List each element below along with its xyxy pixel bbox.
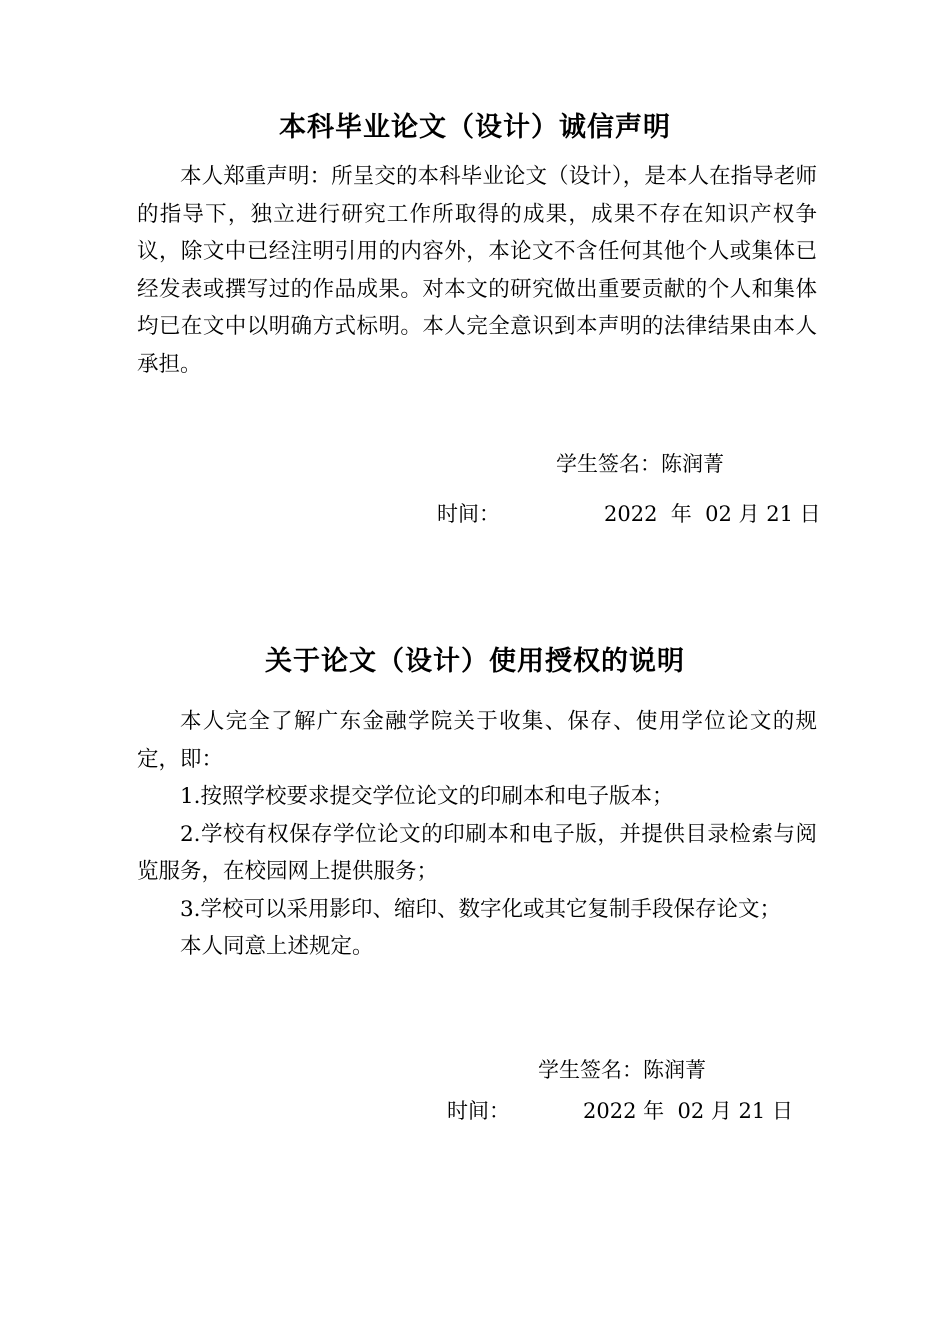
authorization-item-1: 1.按照学校要求提交学位论文的印刷本和电子版本；: [180, 784, 674, 809]
authorization-title: 关于论文（设计）使用授权的说明: [265, 646, 685, 677]
signature-label: 学生签名：: [556, 452, 661, 476]
integrity-title: 本科毕业论文（设计）诚信声明: [279, 112, 671, 143]
authorization-body: [137, 703, 817, 966]
date-label: 时间：: [447, 1099, 510, 1123]
integrity-paragraph: 本人郑重声明：所呈交的本科毕业论文（设计），是本人在指导老师的指导下，独立进行研究工作所取得的成果，成果不存在知识产权争议，除文中已经注明引用的内容外，本论文不含任何其他个人或集体已经发表或撰写过的作品成果。对本文的研究做出重要贡献的个人和集体均已在文中以明确方式标明。本人完全意识到本声明的法律结果由本人承担。: [137, 164, 817, 377]
authorization-signature: [538, 1055, 706, 1085]
authorization-paragraph-intro: 本人完全了解广东金融学院关于收集、保存、使用学位论文的规定，即：: [137, 709, 817, 772]
integrity-date: [437, 499, 821, 529]
signature-name: 陈润菁: [661, 452, 724, 476]
integrity-body: [137, 158, 817, 383]
authorization-consent: 本人同意上述规定。: [180, 934, 374, 959]
authorization-date: [447, 1096, 793, 1126]
date-value: 2022 年 02 月 21 日: [583, 1099, 793, 1123]
date-value: 2022 年 02 月 21 日: [604, 502, 821, 526]
integrity-signature: [556, 449, 724, 479]
authorization-item-3: 3.学校可以采用影印、缩印、数字化或其它复制手段保存论文；: [180, 896, 782, 922]
signature-name: 陈润菁: [643, 1058, 706, 1082]
signature-label: 学生签名：: [538, 1058, 643, 1082]
date-label: 时间：: [437, 502, 500, 526]
authorization-item-2: 2.学校有权保存学位论文的印刷本和电子版，并提供目录检索与阅览服务，在校园网上提供服务；: [137, 821, 817, 884]
